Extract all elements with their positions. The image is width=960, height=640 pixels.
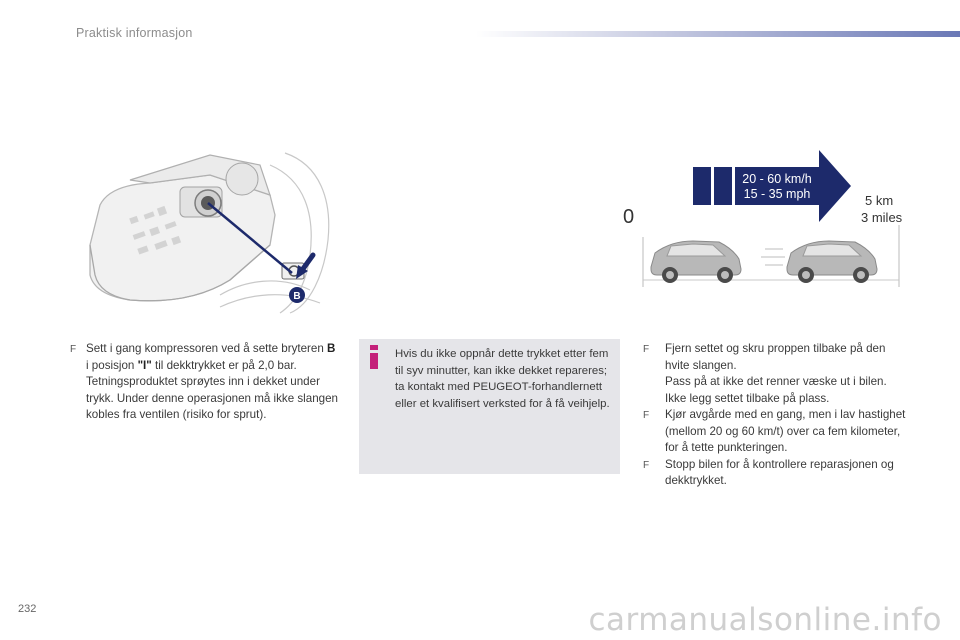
distance-miles-label: 3 miles xyxy=(861,210,903,225)
watermark: carmanualsonline.info xyxy=(588,602,942,638)
bullet-icon: F xyxy=(643,459,650,471)
right-instruction-column xyxy=(643,341,913,490)
bullet-icon: F xyxy=(70,344,77,355)
speed-mph-label: 15 - 35 mph xyxy=(743,187,811,201)
bullet-icon: F xyxy=(643,410,650,421)
motion-lines-icon xyxy=(761,249,785,265)
car-start-icon xyxy=(651,241,741,283)
callout-badge-b: B xyxy=(293,291,301,302)
list-item xyxy=(70,341,340,424)
info-box xyxy=(359,339,620,474)
list-item: F Stopp bilen for å kontrollere reparasjonen og dekktrykket. xyxy=(643,457,894,487)
car-moving-icon xyxy=(787,241,877,283)
speed-kmh-label: 20 - 60 km/h xyxy=(742,172,812,186)
page-header-title: Praktisk informasjon xyxy=(76,26,193,40)
header-gradient-bar xyxy=(476,31,960,37)
start-distance-label: 0 xyxy=(623,206,635,228)
info-box-text: Hvis du ikke oppnår dette trykket etter fem til syv minutter, kan ikke dekket repareres; ta kontakt med PEUGEOT-forhandlernett eller et kvalifisert verksted for å få veihjelp. xyxy=(395,348,610,410)
compressor-kit-illustration xyxy=(70,145,340,315)
list-item: F Kjør avgårde med en gang, men i lav hastighet (mellom 20 og 60 km/t) over ca fem kilometer, for å tette punkteringen. xyxy=(643,408,906,454)
list-item: F Fjern settet og skru proppen tilbake på den hvite slangen. Pass på at ikke det renner væske ut i bilen. Ikke legg settet tilbake på plass. xyxy=(643,342,887,405)
step-compressor-text: Sett i gang kompressoren ved å sette bryteren B i posisjon "I" til dekktrykket er på 2,0 bar. xyxy=(86,342,336,372)
drive-distance-illustration xyxy=(615,145,915,290)
page-number: 232 xyxy=(18,603,37,615)
bullet-icon: F xyxy=(643,344,650,355)
left-instruction-column xyxy=(70,341,340,424)
sealant-note-text: Tetningsproduktet sprøytes inn i dekket under trykk. Under denne operasjonen må ikke slangen kobles fra ventilen (risiko for sprut). xyxy=(86,375,338,421)
distance-km-label: 5 km xyxy=(865,193,894,208)
info-icon xyxy=(369,345,380,367)
